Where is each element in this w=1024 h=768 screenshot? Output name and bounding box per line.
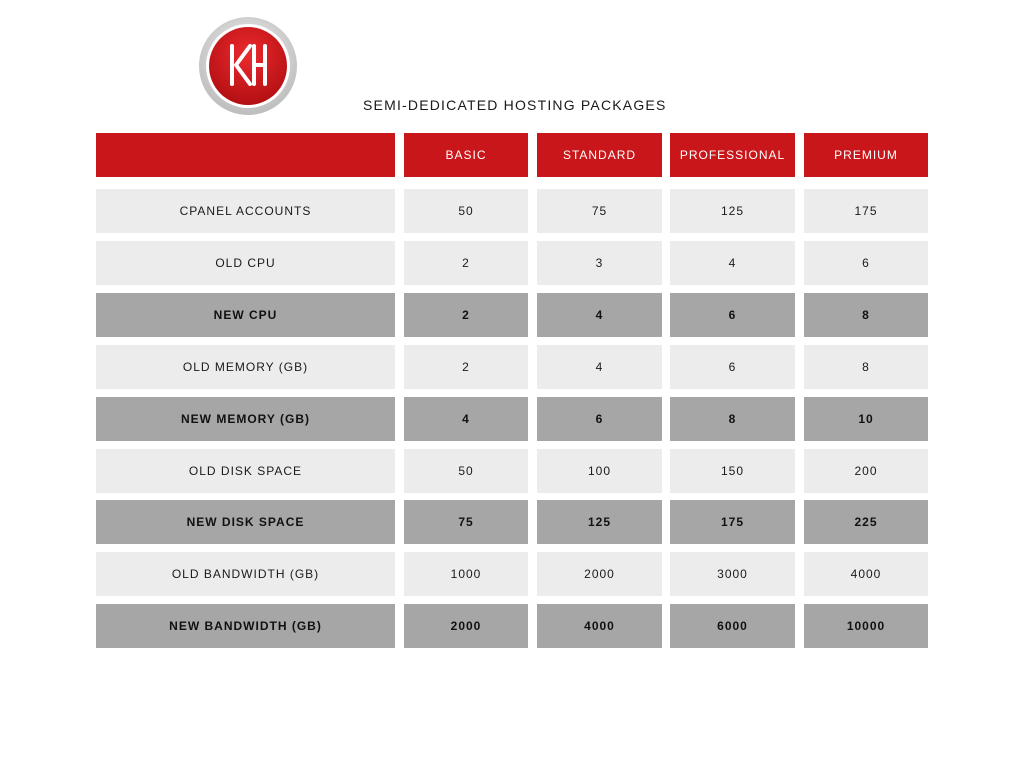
row-label-cell: OLD CPU xyxy=(96,241,395,285)
table-cell-standard: 3 xyxy=(537,241,662,285)
table-cell-premium: 175 xyxy=(804,189,928,233)
table-cell-basic: 75 xyxy=(404,500,528,544)
table-cell-premium: 4000 xyxy=(804,552,928,596)
table-cell-standard: 4 xyxy=(537,345,662,389)
table-cell-premium: 200 xyxy=(804,449,928,493)
table-cell-basic: 2 xyxy=(404,241,528,285)
kh-logo-icon xyxy=(198,16,298,116)
row-label-cell: OLD DISK SPACE xyxy=(96,449,395,493)
header-blank-cell xyxy=(96,133,395,177)
table-cell-professional: 150 xyxy=(670,449,795,493)
row-label-cell: CPANEL ACCOUNTS xyxy=(96,189,395,233)
table-cell-professional: 8 xyxy=(670,397,795,441)
table-cell-standard: 125 xyxy=(537,500,662,544)
table-cell-basic: 50 xyxy=(404,189,528,233)
page-title: SEMI-DEDICATED HOSTING PACKAGES xyxy=(363,97,667,113)
table-cell-professional: 6 xyxy=(670,293,795,337)
header-cell-basic: BASIC xyxy=(404,133,528,177)
table-cell-standard: 2000 xyxy=(537,552,662,596)
table-cell-premium: 8 xyxy=(804,293,928,337)
header-cell-professional: PROFESSIONAL xyxy=(670,133,795,177)
header-cell-standard: STANDARD xyxy=(537,133,662,177)
table-cell-professional: 125 xyxy=(670,189,795,233)
table-cell-professional: 6 xyxy=(670,345,795,389)
table-cell-professional: 6000 xyxy=(670,604,795,648)
table-cell-premium: 225 xyxy=(804,500,928,544)
row-label-cell: NEW MEMORY (GB) xyxy=(96,397,395,441)
kh-logo xyxy=(198,16,298,116)
table-cell-basic: 2 xyxy=(404,345,528,389)
table-cell-professional: 175 xyxy=(670,500,795,544)
table-cell-standard: 4 xyxy=(537,293,662,337)
table-cell-basic: 1000 xyxy=(404,552,528,596)
row-label-cell: NEW DISK SPACE xyxy=(96,500,395,544)
table-cell-standard: 4000 xyxy=(537,604,662,648)
table-cell-premium: 10000 xyxy=(804,604,928,648)
table-cell-standard: 100 xyxy=(537,449,662,493)
table-cell-basic: 2 xyxy=(404,293,528,337)
table-cell-basic: 4 xyxy=(404,397,528,441)
row-label-cell: NEW BANDWIDTH (GB) xyxy=(96,604,395,648)
table-cell-premium: 6 xyxy=(804,241,928,285)
table-cell-premium: 8 xyxy=(804,345,928,389)
table-cell-basic: 2000 xyxy=(404,604,528,648)
row-label-cell: OLD MEMORY (GB) xyxy=(96,345,395,389)
table-cell-professional: 3000 xyxy=(670,552,795,596)
table-cell-premium: 10 xyxy=(804,397,928,441)
table-cell-standard: 6 xyxy=(537,397,662,441)
table-cell-basic: 50 xyxy=(404,449,528,493)
table-cell-professional: 4 xyxy=(670,241,795,285)
header-cell-premium: PREMIUM xyxy=(804,133,928,177)
row-label-cell: NEW CPU xyxy=(96,293,395,337)
table-cell-standard: 75 xyxy=(537,189,662,233)
row-label-cell: OLD BANDWIDTH (GB) xyxy=(96,552,395,596)
